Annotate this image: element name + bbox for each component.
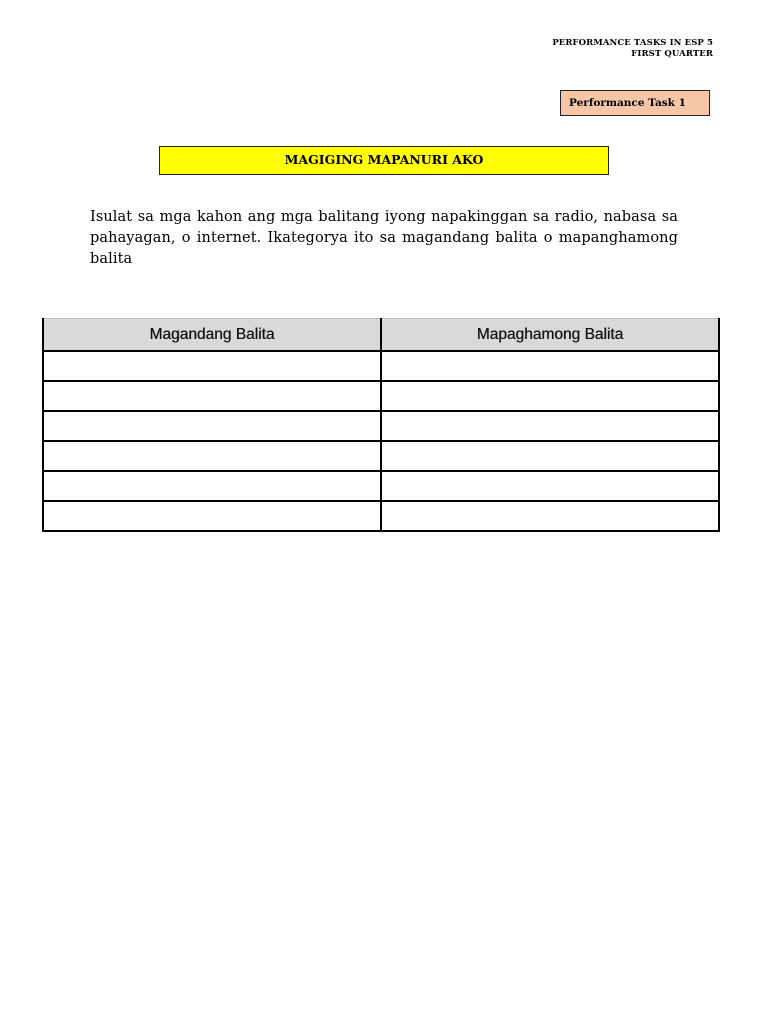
column-header-challenging-news: Mapaghamong Balita (381, 319, 719, 352)
document-header (552, 38, 713, 60)
table-cell-good-news[interactable] (43, 471, 381, 501)
table-row (43, 501, 719, 531)
task-label-box: Performance Task 1 (560, 90, 710, 116)
table-cell-good-news[interactable] (43, 441, 381, 471)
table-cell-good-news[interactable] (43, 501, 381, 531)
table-cell-challenging-news[interactable] (381, 351, 719, 381)
table-cell-good-news[interactable] (43, 381, 381, 411)
column-header-good-news: Magandang Balita (43, 319, 381, 352)
table-header-row (43, 319, 719, 352)
instructions-text: Isulat sa mga kahon ang mga balitang iyong napakinggan sa radio, nabasa sa pahayagan, o internet. Ikategorya ito sa magandang balita o mapanghamong balita (90, 209, 678, 267)
table-cell-challenging-news[interactable] (381, 411, 719, 441)
table-row (43, 351, 719, 381)
table-cell-challenging-news[interactable] (381, 471, 719, 501)
table-cell-challenging-news[interactable] (381, 381, 719, 411)
table-row (43, 441, 719, 471)
table-cell-challenging-news[interactable] (381, 441, 719, 471)
table-row (43, 411, 719, 441)
header-subject: PERFORMANCE TASKS IN ESP 5 (552, 38, 713, 48)
header-quarter: FIRST QUARTER (631, 49, 713, 59)
table-cell-good-news[interactable] (43, 351, 381, 381)
news-table (42, 318, 720, 532)
table-cell-challenging-news[interactable] (381, 501, 719, 531)
table-row (43, 381, 719, 411)
page-title: MAGIGING MAPANURI AKO (159, 146, 609, 175)
table-cell-good-news[interactable] (43, 411, 381, 441)
table-row (43, 471, 719, 501)
